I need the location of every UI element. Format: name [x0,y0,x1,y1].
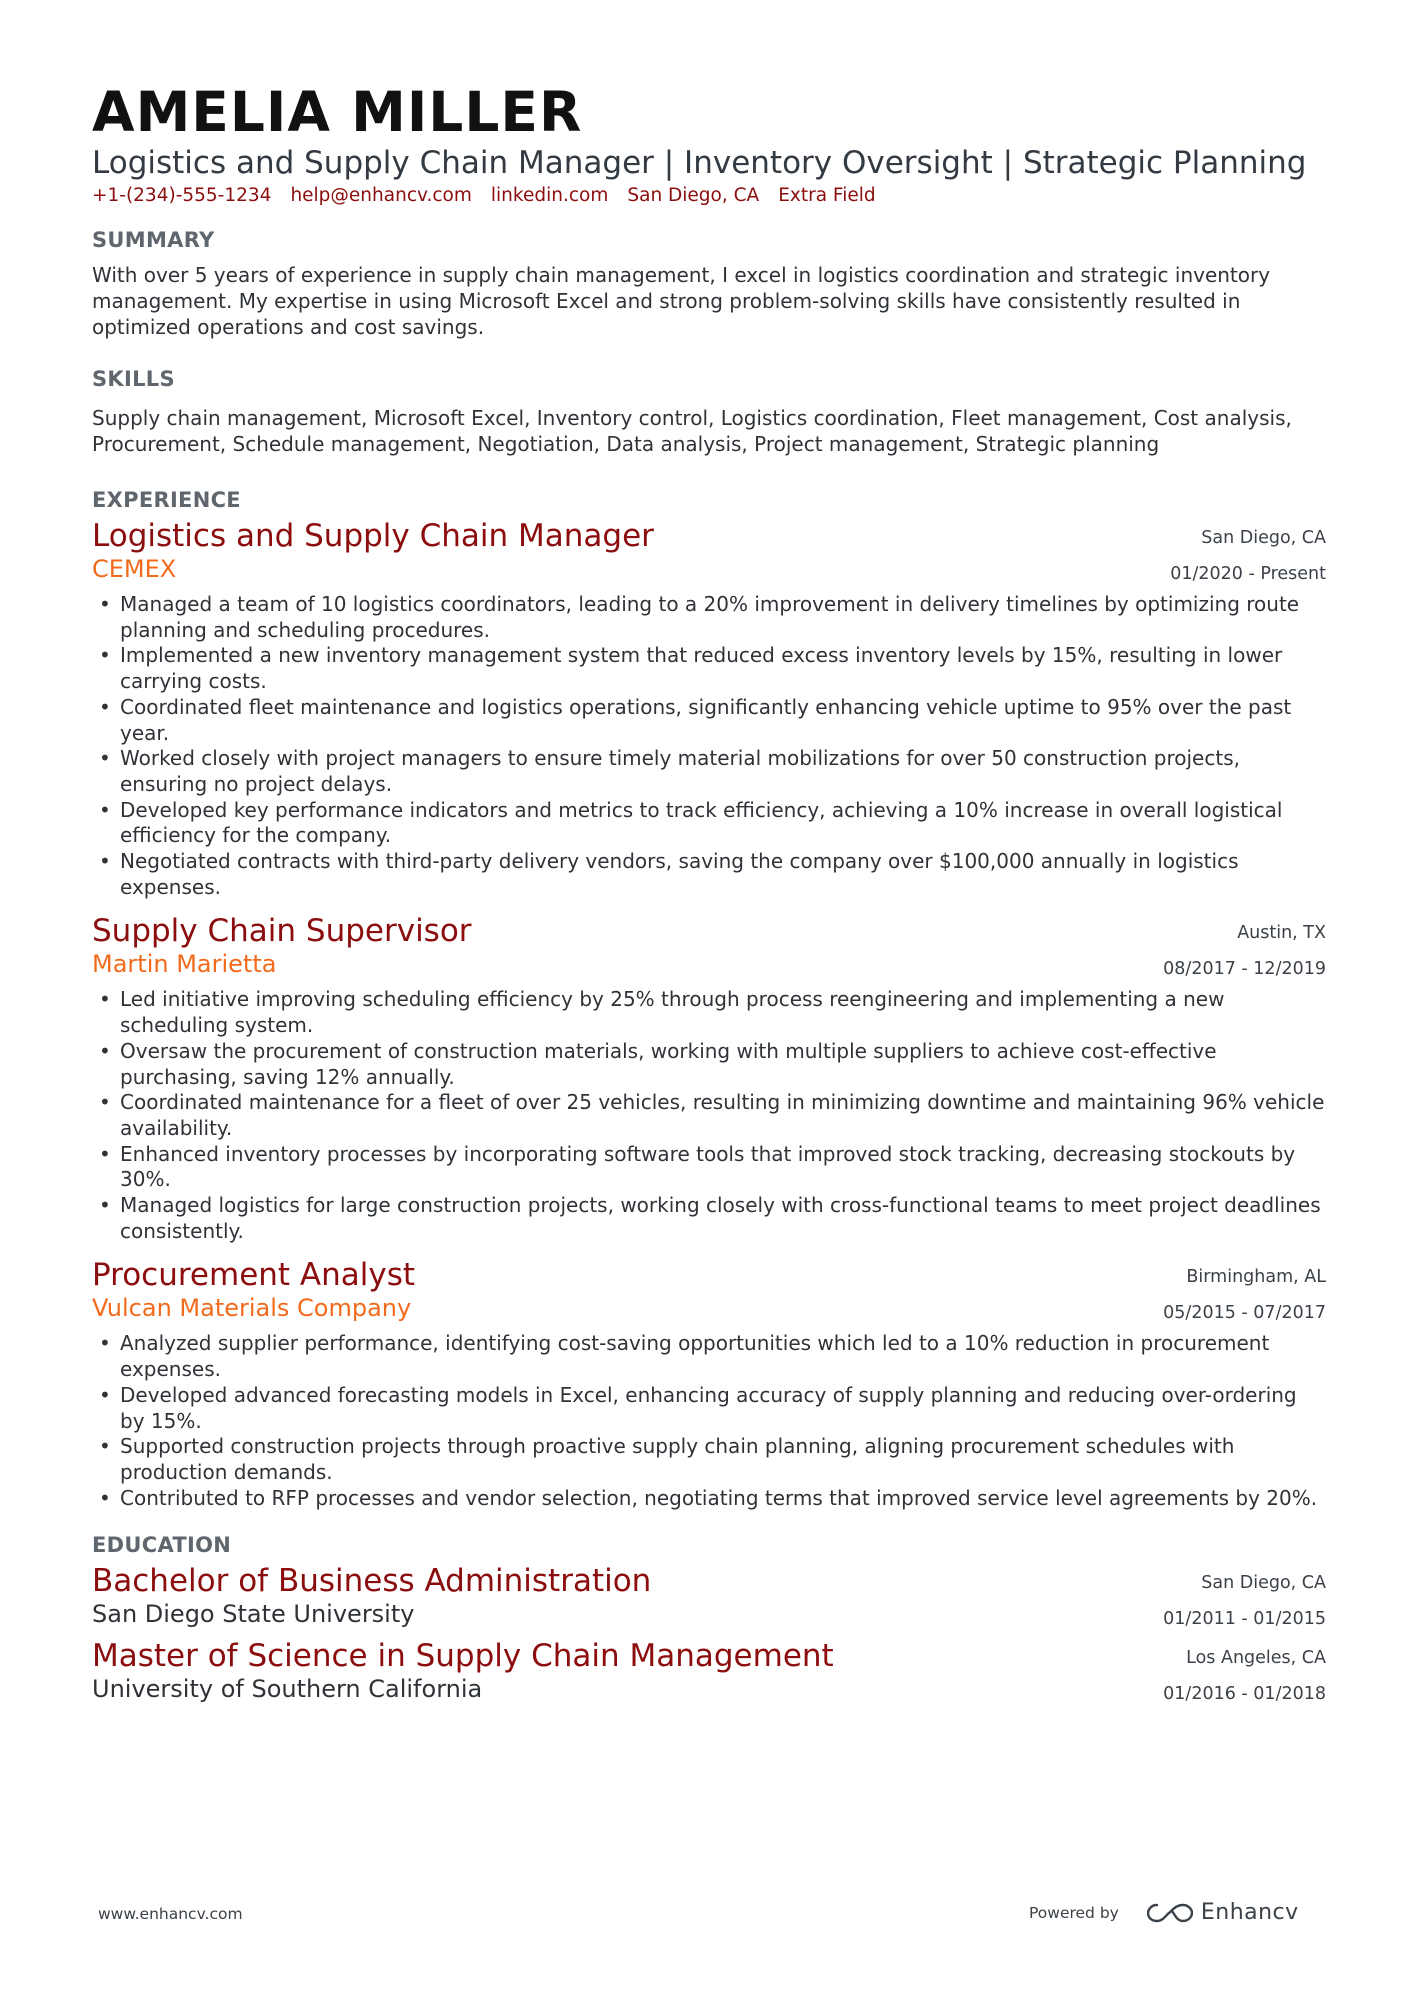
bullet-list [92,592,1326,900]
job-location: Birmingham, AL [1186,1267,1326,1288]
section-title-experience: EXPERIENCE [92,488,241,512]
resume-page [92,82,1326,1704]
experience-entry [92,913,1326,1244]
job-dates: 01/2020 - Present [1170,564,1326,584]
bullet-item: • Enhanced inventory processes by incorporating software tools that improved stock tracking, decreasing stockouts by 30%. [92,1142,1326,1193]
school-name: University of Southern California [92,1675,483,1704]
education-location: Los Angeles, CA [1186,1648,1326,1669]
entry-header [92,1257,1326,1323]
brand-name: Enhancv [1200,1900,1299,1925]
education-location: San Diego, CA [1201,1573,1326,1594]
experience-list [92,518,1326,1511]
entry-meta [1163,913,1326,979]
candidate-name: AMELIA MILLER [92,80,583,144]
footer-url[interactable]: www.enhancv.com [98,1905,243,1923]
bullet-list [92,987,1326,1244]
company-name: Vulcan Materials Company [92,1294,412,1323]
company-name: Martin Marietta [92,950,277,979]
experience-section [92,486,1326,1511]
job-title: Logistics and Supply Chain Manager [92,518,654,554]
job-dates: 08/2017 - 12/2019 [1163,959,1326,980]
entry-left [92,518,654,584]
bullet-item: • Managed a team of 10 logistics coordinators, leading to a 20% improvement in delivery timelines by optimizing route planning and scheduling procedures. [92,592,1326,643]
entry-header [92,1563,1326,1629]
school-name: San Diego State University [92,1600,415,1629]
education-section [92,1531,1326,1704]
experience-entry [92,518,1326,900]
education-list [92,1563,1326,1704]
bullet-item: • Led initiative improving scheduling efficiency by 25% through process reengineering and implementing a new scheduling system. [92,987,1326,1038]
experience-entry [92,1257,1326,1511]
entry-meta [1170,518,1326,584]
section-title-skills: SKILLS [92,367,175,391]
candidate-headline: Logistics and Supply Chain Manager | Inventory Oversight | Strategic Planning [92,145,1307,181]
powered-by-label: Powered by [1029,1903,1119,1922]
bullet-item: • Managed logistics for large construction projects, working closely with cross-functional teams to meet project deadlines consistently. [92,1193,1326,1244]
entry-header [92,1638,1326,1704]
bullet-list [92,1331,1326,1511]
job-title: Supply Chain Supervisor [92,913,472,950]
entry-meta [1163,1638,1326,1704]
section-title-summary: SUMMARY [92,228,215,252]
job-location: Austin, TX [1237,923,1326,944]
contact-extra-field: Extra Field [778,185,876,206]
entry-left [92,913,472,979]
bullet-item: • Negotiated contracts with third-party delivery vendors, saving the company over $100,000 annually in logistics expenses. [92,849,1326,900]
summary-text: With over 5 years of experience in supply chain management, I excel in logistics coordination and strategic inventory management. My expertise in using Microsoft Excel and strong problem-solving skills have consistently resulted in optimized operations and cost savings. [92,263,1271,339]
summary-section [92,226,1326,340]
entry-header [92,913,1326,979]
education-dates: 01/2016 - 01/2018 [1163,1684,1326,1705]
contact-phone[interactable]: +1-(234)-555-1234 [92,185,272,206]
job-location: San Diego, CA [1201,528,1326,548]
degree-title: Bachelor of Business Administration [92,1563,652,1600]
job-dates: 05/2015 - 07/2017 [1163,1303,1326,1324]
entry-header [92,518,1326,584]
contact-linkedin[interactable]: linkedin.com [490,185,609,206]
bullet-item: • Coordinated fleet maintenance and logistics operations, significantly enhancing vehicle uptime to 95% over the past year. [92,695,1326,746]
bullet-item: • Developed advanced forecasting models in Excel, enhancing accuracy of supply planning and reducing over-ordering by 15%. [92,1383,1326,1434]
entry-left [92,1257,415,1323]
company-name: CEMEX [92,555,177,583]
contact-bar [92,184,1326,208]
bullet-item: • Analyzed supplier performance, identifying cost-saving opportunities which led to a 10% reduction in procurement expenses. [92,1331,1326,1382]
resume-header [92,82,1326,208]
skills-section [92,365,1326,457]
bullet-item: • Oversaw the procurement of construction materials, working with multiple suppliers to achieve cost-effective purchasing, saving 12% annually. [92,1039,1326,1090]
enhancv-logo-icon [1147,1901,1193,1925]
skills-text: Supply chain management, Microsoft Excel, Inventory control, Logistics coordination, Fleet management, Cost analysis, Procurement, Schedule management, Negotiation, Data analysis, Project management, Strategic planning [92,406,1292,456]
job-title: Procurement Analyst [92,1257,416,1294]
enhancv-brand[interactable] [1147,1900,1299,1925]
section-title-education: EDUCATION [92,1533,232,1558]
education-entry [92,1638,1326,1704]
education-entry [92,1563,1326,1629]
bullet-item: • Contributed to RFP processes and vendor selection, negotiating terms that improved service level agreements by 20%. [92,1486,1326,1512]
degree-title: Master of Science in Supply Chain Management [92,1638,834,1675]
contact-email[interactable]: help@enhancv.com [290,185,472,206]
entry-meta [1163,1563,1326,1629]
bullet-item: • Developed key performance indicators and metrics to track efficiency, achieving a 10% increase in overall logistical efficiency for the company. [92,798,1326,849]
footer-powered-by [1029,1900,1299,1925]
education-dates: 01/2011 - 01/2015 [1163,1609,1326,1630]
bullet-item: • Supported construction projects through proactive supply chain planning, aligning procurement schedules with production demands. [92,1434,1326,1485]
bullet-item: • Worked closely with project managers to ensure timely material mobilizations for over 50 construction projects, ensuring no project delays. [92,746,1326,797]
entry-left [92,1638,834,1704]
entry-meta [1163,1257,1326,1323]
bullet-item: • Implemented a new inventory management system that reduced excess inventory levels by 15%, resulting in lower carrying costs. [92,643,1326,694]
entry-left [92,1563,651,1629]
bullet-item: • Coordinated maintenance for a fleet of over 25 vehicles, resulting in minimizing downtime and maintaining 96% vehicle availability. [92,1090,1326,1141]
contact-location: San Diego, CA [627,185,760,206]
